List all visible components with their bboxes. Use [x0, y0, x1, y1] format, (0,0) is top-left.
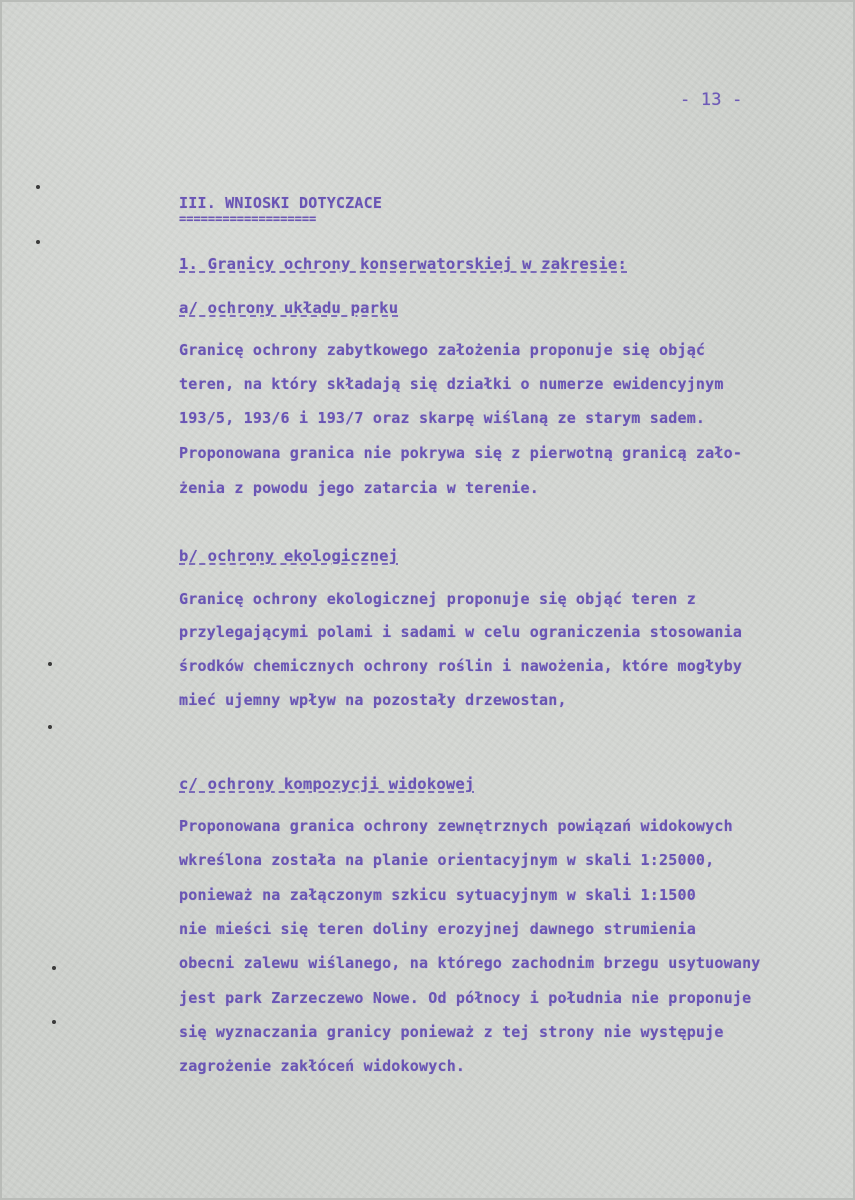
binder-hole-4	[48, 725, 52, 729]
section-heading: III. WNIOSKI DOTYCZACE	[179, 194, 383, 212]
paragraph-line: się wyznaczania granicy ponieważ z tej strony nie występuje	[179, 1023, 724, 1041]
paragraph-line: jest park Zarzeczewo Nowe. Od północy i południa nie proponuje	[179, 989, 752, 1007]
paragraph-line: 193/5, 193/6 i 193/7 oraz skarpę wiślaną ze starym sadem.	[179, 409, 706, 427]
binder-hole-5	[52, 966, 56, 970]
paragraph-line: Granicę ochrony zabytkowego założenia proponuje się objąć	[179, 341, 706, 359]
paragraph-line: Proponowana granica ochrony zewnętrznych powiązań widokowych	[179, 817, 733, 835]
paragraph-line: nie mieści się teren doliny erozyjnej dawnego strumienia	[179, 920, 696, 938]
page-number: - 13 -	[680, 90, 743, 110]
binder-hole-1	[36, 185, 40, 189]
section-heading-underline: ===================	[179, 212, 317, 226]
paragraph-line: wkreślona została na planie orientacyjnym w skali 1:25000,	[179, 851, 715, 869]
subsection-a-heading: a/ ochrony układu parku	[179, 299, 399, 317]
paragraph-line: Granicę ochrony ekologicznej proponuje się objąć teren z	[179, 590, 696, 608]
paragraph-line: środków chemicznych ochrony roślin i nawożenia, które mogłyby	[179, 657, 743, 675]
binder-hole-3	[48, 662, 52, 666]
binder-hole-2	[36, 240, 40, 244]
subsection-c-heading: c/ ochrony kompozycji widokowej	[179, 775, 475, 793]
paragraph-line: Proponowana granica nie pokrywa się z pierwotną granicą zało-	[179, 444, 743, 462]
paragraph-line: zagrożenie zakłóceń widokowych.	[179, 1057, 466, 1075]
subsection-b-heading: b/ ochrony ekologicznej	[179, 547, 399, 565]
paragraph-line: ponieważ na załączonym szkicu sytuacyjnym w skali 1:1500	[179, 886, 696, 904]
paragraph-line: mieć ujemny wpływ na pozostały drzewostan,	[179, 691, 567, 709]
paragraph-line: teren, na który składają się działki o numerze ewidencyjnym	[179, 375, 724, 393]
point-1-heading: 1. Granicy ochrony konserwatorskiej w zakresie:	[179, 255, 627, 273]
binder-hole-6	[52, 1020, 56, 1024]
paragraph-line: przylegającymi polami i sadami w celu ograniczenia stosowania	[179, 623, 743, 641]
paragraph-line: obecni zalewu wiślanego, na którego zachodnim brzegu usytuowany	[179, 954, 761, 972]
paragraph-line: żenia z powodu jego zatarcia w terenie.	[179, 479, 539, 497]
